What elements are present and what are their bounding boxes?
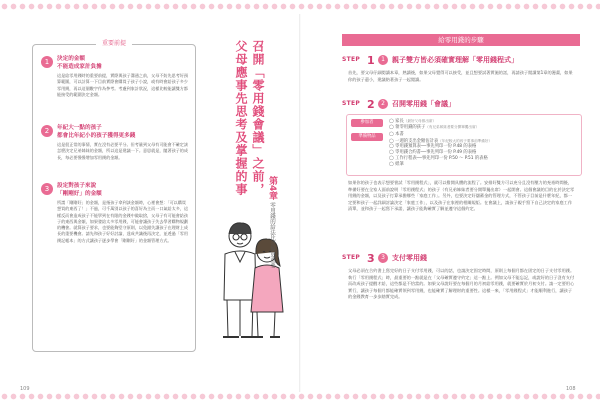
step-number: 3: [367, 252, 375, 265]
premise-point-2: [41, 125, 189, 161]
item-line: ◯ 紙筆: [389, 162, 404, 167]
point-title: 設定對孩子來說 「剛剛好」的金額: [57, 183, 102, 197]
point-number: 2: [41, 125, 53, 137]
step-label: STEP: [342, 56, 361, 63]
key-premises-box: [32, 40, 196, 352]
page-number-right: 108: [566, 386, 576, 392]
step-title: 親子雙方皆必須確實理解「零用錢程式」: [392, 56, 518, 64]
step-circle: 1: [378, 55, 388, 65]
step-number: 1: [367, 54, 375, 67]
point-title: 年紀大一點的孩子 都會比年紀小的孩子獲得更多錢: [57, 125, 136, 139]
attendee-line: ◯ 領零用錢的孩子（有兄弟姊妹者要分開單獨出席）: [389, 125, 480, 130]
item-line: ◯ 零用錢合約書──事先列印一份 P.49 的表格: [389, 150, 477, 155]
decorative-dots-top: [0, 2, 600, 14]
step-title: 召開零用錢「會議」: [392, 100, 455, 108]
attendees-tag: 參加者: [351, 119, 383, 127]
step-circle: 3: [378, 253, 388, 263]
step-3-heading: [342, 252, 580, 265]
step-3-body: 父母必須在合約書上寫完好的日子支付零用錢，可以的話，也請決定固定時間，原則上每個月都在固定的日子支付零用錢。執行「零用錢程式」時，最重要的一點就是在「父母確實遵守約定」這一點上。例如父母不能忘記，或說好的日子沒有支付而改成孩子提醒才給，這些都是不恰當的。如果父母說好要在每個月的月初給零用錢，就要確實於月初支付。請一定要用心實行，讓孩子每個月都能確實領到零用錢，也能確實了解理財的重要性。這樣一來，「零用錢程式」才能順利進行，讓孩子的金錢教育一步步踏實完成。: [348, 268, 575, 299]
book-gutter: [299, 14, 301, 392]
item-line: ◯ 零用錢預算表──事先列印一份 P.48 的表格: [389, 144, 477, 149]
decorative-dots-bottom: [0, 392, 600, 404]
step-1-heading: [342, 54, 580, 67]
items-tag: 準備物品: [351, 133, 383, 141]
step-2-body: 如果你的孩子也表示想要嘗試「零用錢程式」，就可以撥開具體的流程了。安排好雙方可以充分且沒有壓力的充裕時間後，準備好要在全家人面前說明「零用錢程式」的孩子（有兄弟姊妹者要分開單獨出席）一起開會。這個會議的目的在於決定零用錢的金額，以及孩子打算承擔哪些「家庭工作」。另外，也要決定好儲蓄金的管理方式，不管孩子目前是什麼年紀，都一定要和孩子一起詳細討論決定「家庭工作」，以及孩子在家裡的相關規矩。在會議上，請孩子親手寫下自己決定的家庭工作清單，並和孩子一起寫下承諾，讓孩子能夠確實了解並遵守這個約定。: [348, 180, 575, 211]
step-circle: 2: [378, 99, 388, 109]
item-line: ◯ 本書: [389, 132, 404, 137]
item-line: ◯ 一週的支出金額估計表（年紀較大的孩子要事前準備好）: [389, 139, 493, 144]
box-title: 重要前提: [96, 38, 132, 47]
chapter-number: 第4章: [267, 176, 277, 201]
step-label: STEP: [342, 254, 361, 261]
premise-point-1: [41, 56, 189, 98]
page-number-left: 109: [20, 386, 30, 392]
point-title: 決定的金額 不能造成家計負擔: [57, 56, 102, 70]
step-number: 2: [367, 98, 375, 111]
step-title: 支付零用錢: [392, 254, 427, 262]
vertical-section-title: [213, 40, 267, 230]
step-label: STEP: [342, 100, 361, 107]
point-body: 這是很正常的事情，實在沒有必要平分。但考量到父母有可能會不確定該怎麼決定兄弟姊妹的金額，所以這是建議一下。意思就是，隨著孩子的成長，每必要慢慢增加零用錢的金額。: [57, 142, 188, 160]
meeting-preparation-box: [346, 114, 582, 176]
steps-header: 給零用錢的步驟: [342, 34, 580, 46]
point-body: 這是給零用錢時的重要前提，實際與孩子溝通之前，父母不妨先思考好預算範圍，可以計算一下目前實際會購買子孩子小說，或有時會給孩子多少零用錢，再以這個數字作為參考。考慮到家計狀況，這樣比較能讓雙方都能接受的範圍決定金額。: [57, 73, 188, 97]
title-line-2: 父母應事先思考及掌握的事: [234, 40, 248, 196]
attendee-line: ◯ 家長（最好父母都出席）: [389, 119, 437, 124]
item-line: ◯ 工作行程表──事先列印一份 P.50 〜 P.51 的表格: [389, 156, 488, 161]
title-line-1: 召開「零用錢會議」之前，: [251, 40, 265, 196]
point-body: 所謂「剛剛好」的金額，是指孩子拿到該金額時，心裡會想：「可以購買想買的東西了！」不過，可千萬別以孩子的喜好為主而一口氣給太多，這樣反而會造成孩子不能學到在有限的金錢中做取捨，父母子有可能會給孩子的東西與金額，如果發給太多零用錢，可能會讓孩子失去學習購物規劃的機會。就算孩子要求，也要能夠堅守原則，以免錯失讓孩子在理財上成長的重要機會。請先和孩子好好討論，達成共識後再決定，並透過「零用錢記帳本」的方式讓孩子逐步學會「剛剛好」的金額管理方式。: [57, 200, 188, 243]
step-1-body: 首先，要父母仔細閱讀本章，熟讀後，如果父母覺得可以接受，並且想要試著實施的話，再請孩子閱讀第1章的漫畫，如果你的孩子還小，建議陪著孩子一起閱讀。: [348, 70, 573, 82]
point-number: 3: [41, 183, 53, 195]
chapter-side-label: [267, 176, 279, 269]
premise-point-3: [41, 183, 189, 244]
step-2-heading: [342, 98, 580, 111]
chapter-title: 零用錢的給法比金額更重要: [269, 202, 275, 269]
point-number: 1: [41, 56, 53, 68]
